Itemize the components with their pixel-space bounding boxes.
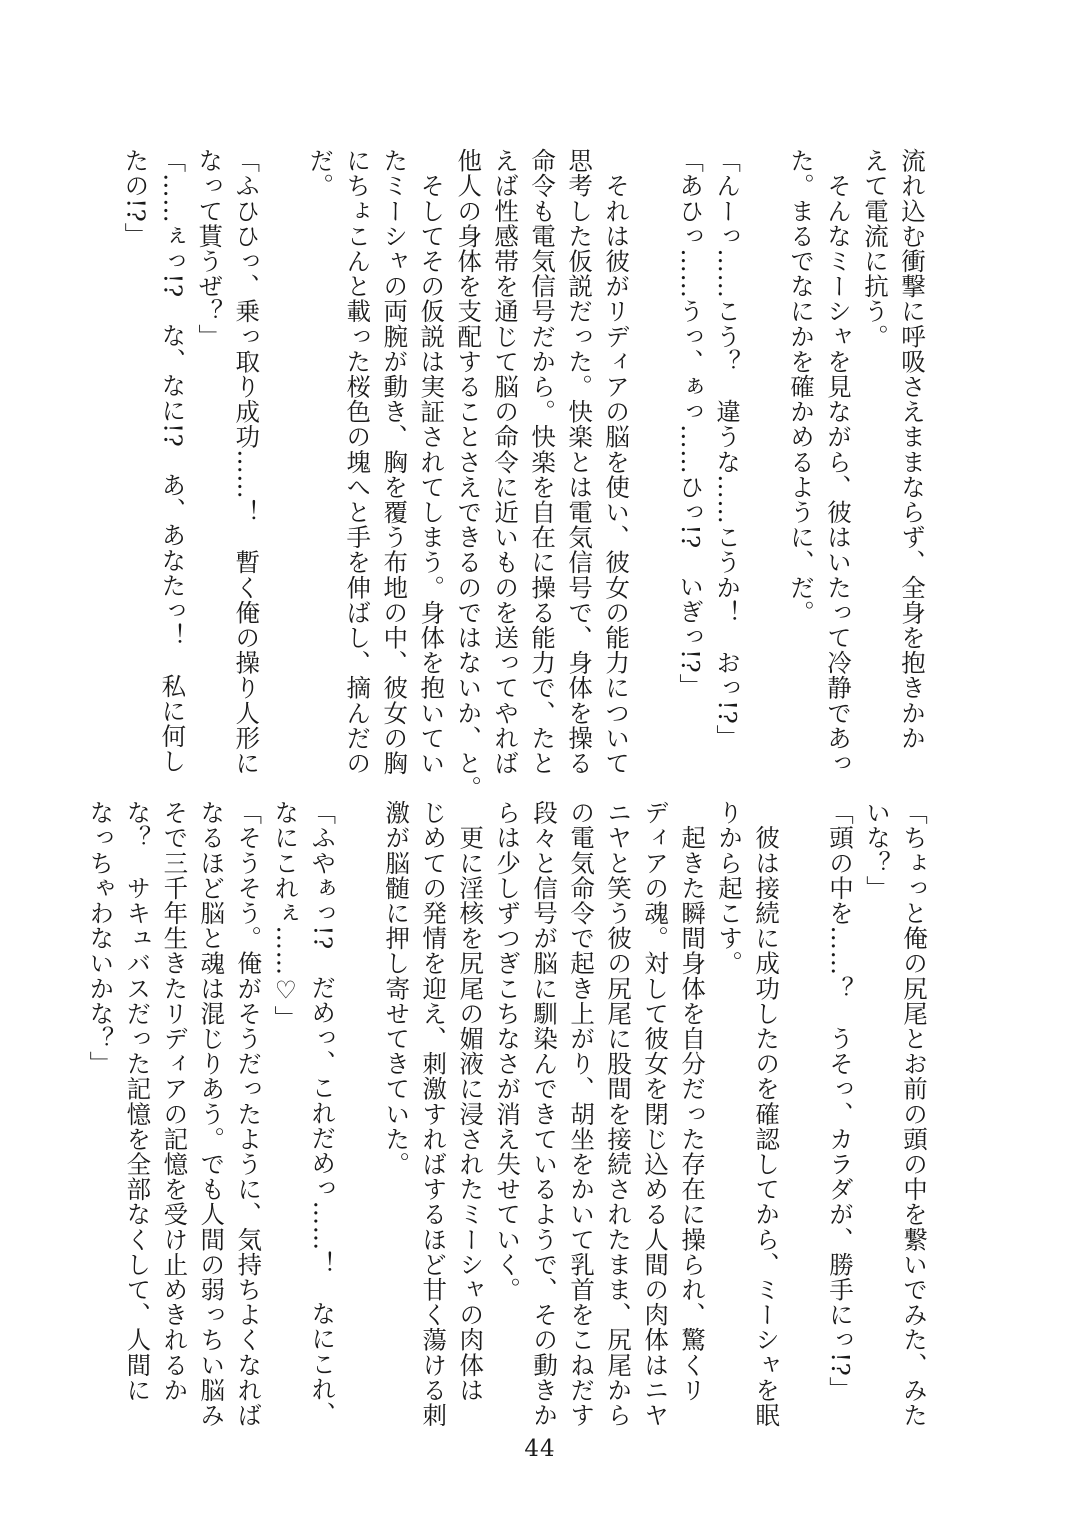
lower-text-block: 「ちょっと俺の尻尾とお前の頭の中を繋いでみた、みた いな？」 「頭の中を……？ うそっ、カラダが、勝手にっ!?」 彼は接続に成功したのを確認してから、ミーシャを眠 りから起こす。 起きた瞬間身体を自分だった存在に操られ、驚くリ ディアの魂。対して彼女を閉じ込める人間の肉体はニヤ ニヤと笑う彼の尻尾に股間を接続されたまま、尻尾から の電気命令で起き上がり、胡坐をかいて乳首をこねだす 段々と信号が脳に馴染んできているようで、その動きか らは少しずつぎこちなさが消え失せていく。 更に淫核を尻尾の媚液に浸されたミーシャの肉体は じめての発情を迎え、刺激すればするほど甘く蕩ける刺 激が脳髄に押し寄せてきていた。 「ふやぁっ!? だめっ、これだめっ……！ なにこれ、 なにこれぇ……♡」 「そうそう。俺がそうだったように、気持ちよくなれば なるほど脳と魂は混じりあう。でも人間の弱っちい脳み そで三千年生きたリディアの記憶を受け止めきれるか な？ サキュバスだった記憶を全部なくして、人間に なっちゃわないかな？」 [86,800,929,1428]
page-number: 44 [524,1436,556,1462]
upper-text-block: 流れ込む衝撃に呼吸さえままならず、全身を抱きかか えて電流に抗う。 そんなミーシャを見ながら、彼はいたって冷静であっ た。まるでなにかを確かめるように、だ。 「んーっ……こう？ 違うな……こうか！ おっ!?」 「あひっ……うっ、ぁっ……ひっ!? いぎっ!?」 それは彼がリディアの脳を使い、彼女の能力について 思考した仮説だった。快楽とは電気信号で、身体を操る 命令も電気信号だから。快楽を自在に操る能力で、たと えば性感帯を通じて脳の命令に近いものを送ってやれば 他人の身体を支配することさえできるのではないか、と。 そしてその仮説は実証されてしまう。身体を抱いてい たミーシャの両腕が動き、胸を覆う布地の中、彼女の胸 にちょこんと載った桜色の塊へと手を伸ばし、摘んだの だ。 「ふひひっ、乗っ取り成功……！ 暫く俺の操り人形に なって貰うぜ？」 「……ぇっ!? な、なに!? あ、あなたっ！ 私に何し たの!?」 [121,148,927,801]
